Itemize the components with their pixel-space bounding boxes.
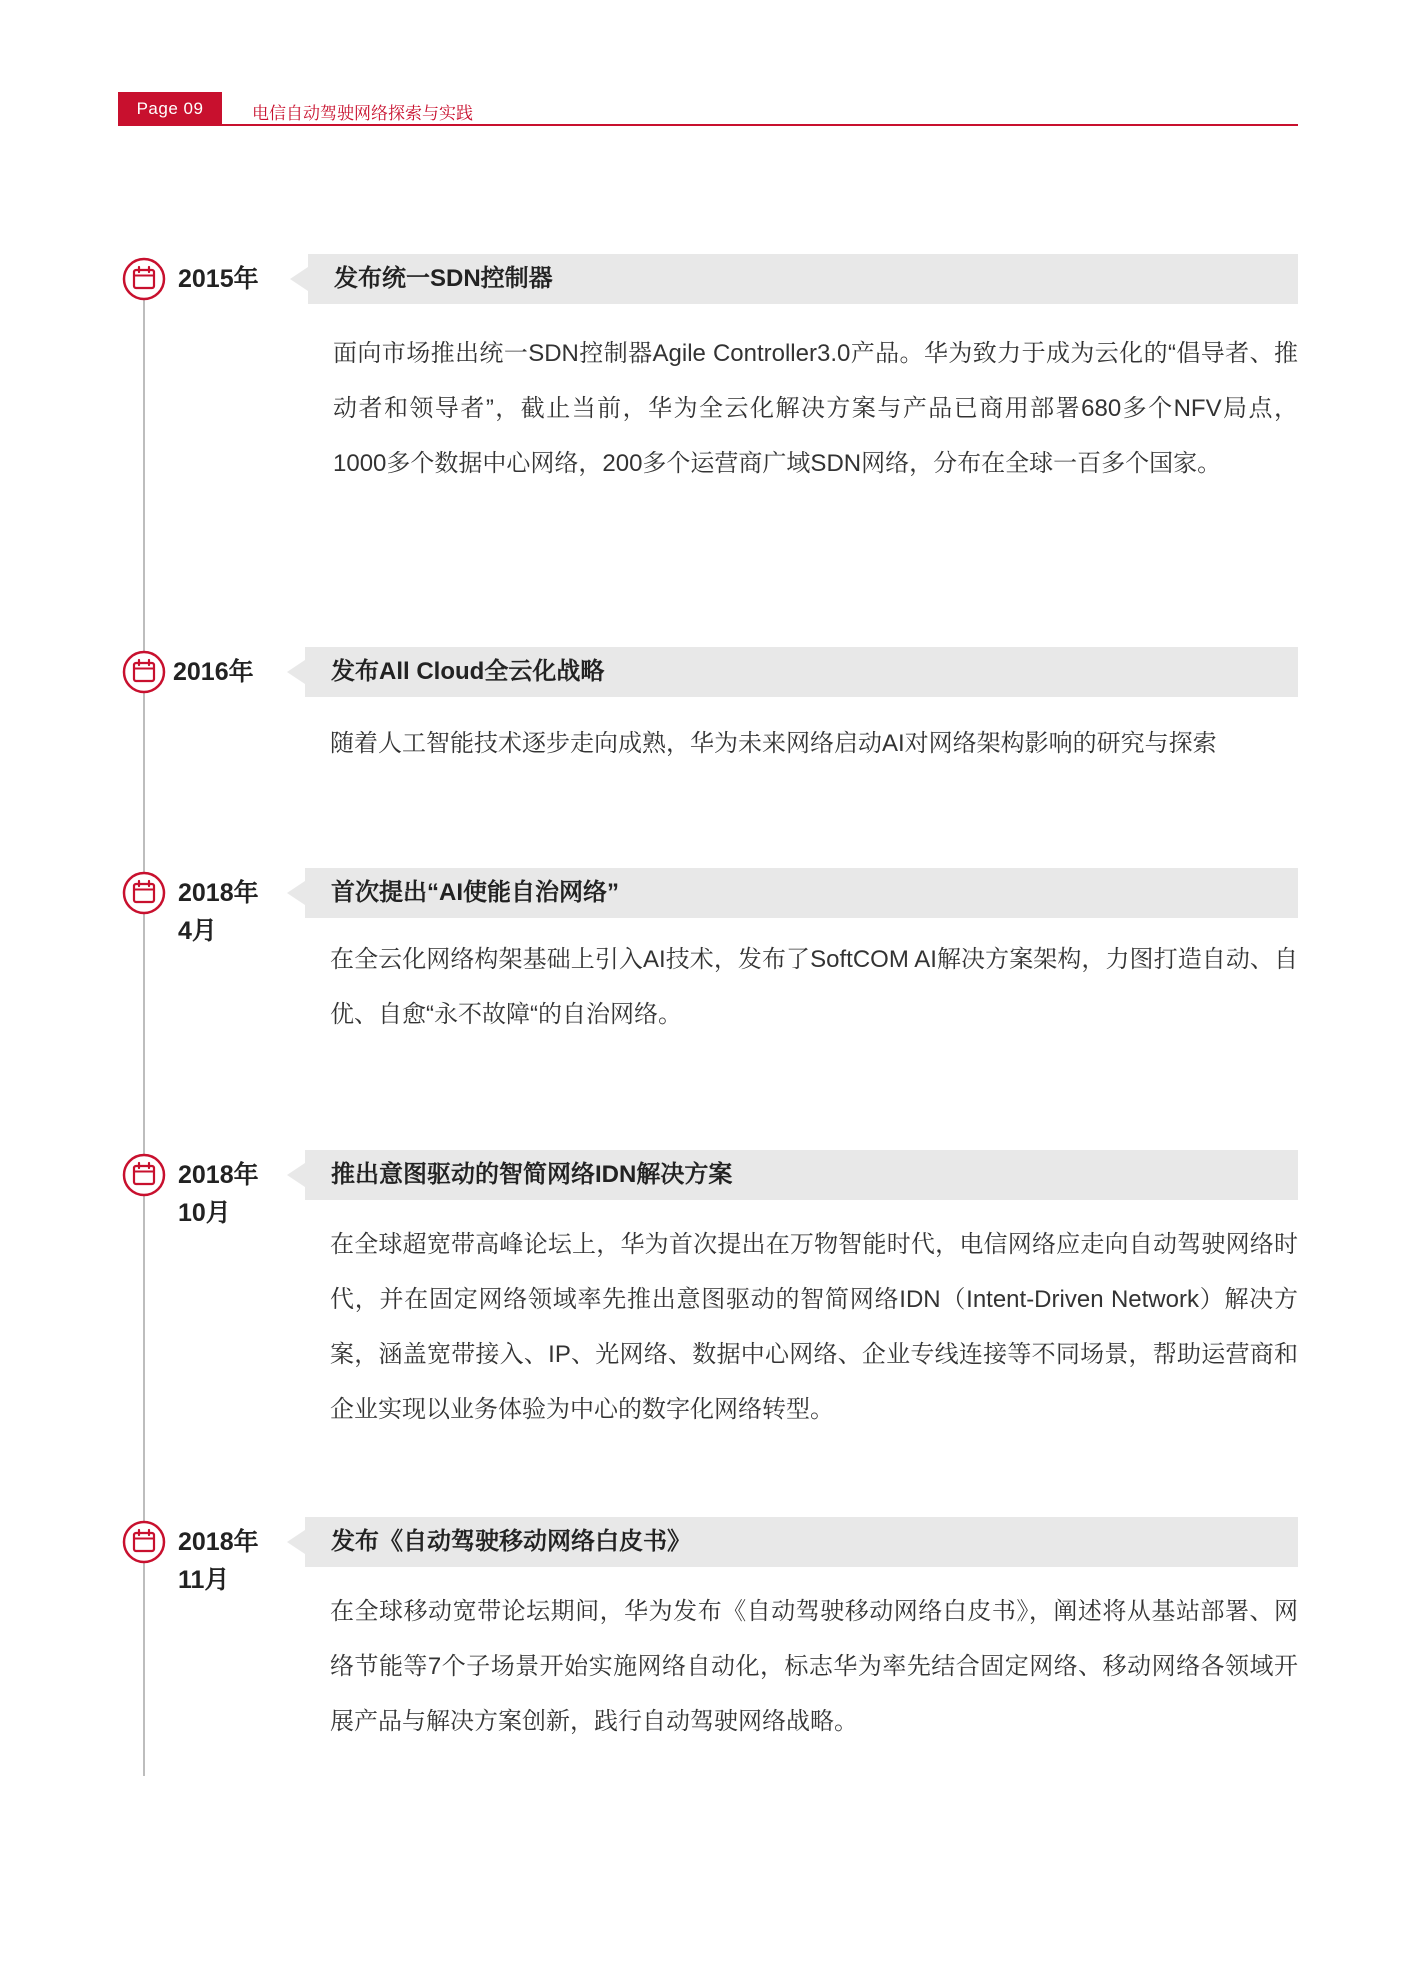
- page-header: [118, 92, 1298, 126]
- entry-description: 在全云化网络构架基础上引入AI技术，发布了SoftCOM AI解决方案架构，力图打造自动、自优、自愈“永不故障“的自治网络。: [330, 946, 1298, 1028]
- entry-heading-bar: [308, 254, 1298, 304]
- calendar-icon: [121, 870, 167, 916]
- entry-heading: 发布All Cloud全云化战略: [331, 658, 605, 685]
- calendar-icon: [121, 1152, 167, 1198]
- entry-date: 2018年 10月: [178, 1161, 259, 1227]
- entry-date: 2015年: [178, 265, 259, 293]
- entry-heading-bar: [305, 868, 1298, 918]
- entry-heading: 首次提出“AI使能自治网络”: [331, 879, 619, 906]
- entry-heading: 发布《自动驾驶移动网络白皮书》: [331, 1528, 691, 1555]
- entry-heading: 发布统一SDN控制器: [334, 265, 553, 292]
- entry-description: 随着人工智能技术逐步走向成熟，华为未来网络启动AI对网络架构影响的研究与探索: [330, 730, 1217, 757]
- entry-description: 在全球超宽带高峰论坛上，华为首次提出在万物智能时代，电信网络应走向自动驾驶网络时代，并在固定网络领域率先推出意图驱动的智简网络IDN（Intent-Driven Network）解决方案，涵盖宽带接入、IP、光网络、数据中心网络、企业专线连接等不同场景，帮助运营商和企业实现以业务体验为中心的数字化网络转型。: [330, 1231, 1298, 1423]
- entry-description: 在全球移动宽带论坛期间，华为发布《自动驾驶移动网络白皮书》，阐述将从基站部署、网络节能等7个子场景开始实施网络自动化，标志华为率先结合固定网络、移动网络各领域开展产品与解决方案创新，践行自动驾驶网络战略。: [330, 1598, 1298, 1735]
- calendar-icon: [121, 649, 167, 695]
- entry-heading-bar: [305, 1150, 1298, 1200]
- entry-description: 面向市场推出统一SDN控制器Agile Controller3.0产品。华为致力于成为云化的“倡导者、推动者和领导者”，截止当前，华为全云化解决方案与产品已商用部署680多个NFV局点，1000多个数据中心网络，200多个运营商广域SDN网络，分布在全球一百多个国家。: [333, 340, 1298, 477]
- entry-date: 2016年: [173, 658, 254, 686]
- calendar-icon: [121, 256, 167, 302]
- entry-heading-bar: [305, 1517, 1298, 1567]
- calendar-icon: [121, 1519, 167, 1565]
- entry-heading: 推出意图驱动的智简网络IDN解决方案: [331, 1161, 733, 1188]
- page-number-tab: Page 09: [118, 92, 222, 126]
- header-divider: [222, 124, 1298, 126]
- document-title: 电信自动驾驶网络探索与实践: [252, 104, 473, 123]
- entry-heading-bar: [305, 647, 1298, 697]
- entry-date: 2018年 4月: [178, 879, 259, 945]
- entry-date: 2018年 11月: [178, 1528, 259, 1594]
